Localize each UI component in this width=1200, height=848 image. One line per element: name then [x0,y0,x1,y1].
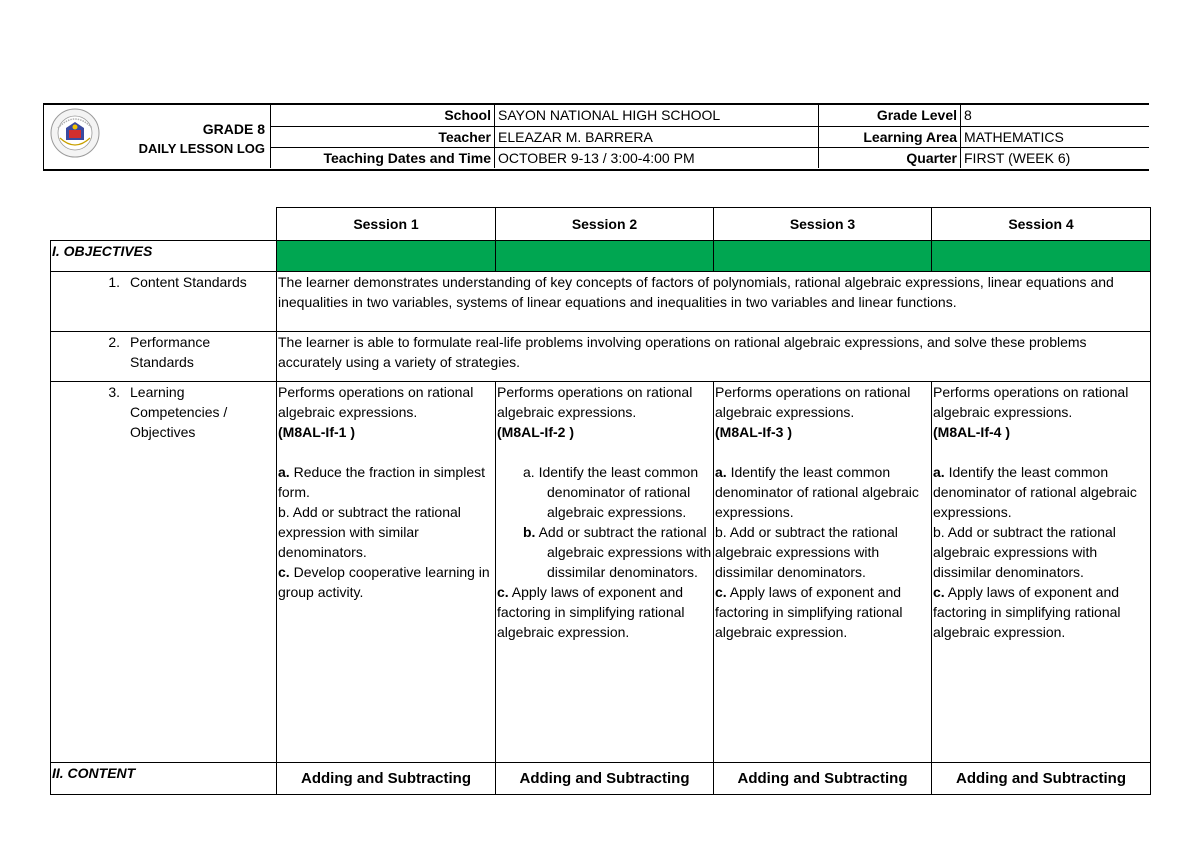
content-standards-label-cell [51,272,277,332]
teacher-value: ELEAZAR M. BARRERA [495,126,819,147]
dates-label: Teaching Dates and Time [271,147,495,168]
competency-session-2 [496,382,714,763]
competency-intro: Performs operations on rational algebraic expressions. [715,384,911,420]
session-3-header: Session 3 [714,208,932,241]
performance-standards-number: 2. [108,334,120,350]
content-standards-row [51,272,1151,332]
quarter-label: Quarter [819,147,961,168]
content-standards-label: Content Standards [130,274,247,290]
quarter-value: FIRST (WEEK 6) [961,147,1149,168]
grade-level-value: 8 [961,105,1149,126]
content-session-2: Adding and Subtracting [496,763,714,795]
lesson-table [50,207,1151,795]
competency-session-4 [932,382,1151,763]
objective-a: a. Identify the least common denominator of rational algebraic expressions. [715,464,919,520]
objectives-row [51,241,1151,272]
header-row-school [271,105,1149,126]
objective-b-marker: b. [933,524,945,540]
objective-c-marker: c. [497,584,509,600]
content-session-1: Adding and Subtracting [277,763,496,795]
session-1-header: Session 1 [277,208,496,241]
objective-a: a. Identify the least common denominator of rational algebraic expressions. [933,464,1137,520]
objectives-fill-1 [277,241,496,272]
content-row [51,763,1151,795]
performance-standards-text: The learner is able to formulate real-life problems involving operations on rational algebraic expressions, and solve these problems accurately using a variety of strategies. [277,332,1151,382]
corner-cell [51,208,277,241]
competency-code: (M8AL-If-4 ) [933,424,1010,440]
competency-intro: Performs operations on rational algebraic expressions. [497,384,693,420]
objective-a: a. Identify the least common denominator of rational algebraic expressions. [523,464,699,520]
content-session-4: Adding and Subtracting [932,763,1151,795]
objective-a-marker: a. [933,464,945,480]
teacher-label: Teacher [271,126,495,147]
objective-c: c. Apply laws of exponent and factoring in simplifying rational algebraic expression. [715,584,903,640]
school-label: School [271,105,495,126]
objective-c-marker: c. [278,564,290,580]
competency-code: (M8AL-If-3 ) [715,424,792,440]
competency-code: (M8AL-If-2 ) [497,424,574,440]
objective-b-marker: b. [715,524,727,540]
dates-value: OCTOBER 9-13 / 3:00-4:00 PM [495,147,819,168]
objective-b: b. Add or subtract the rational expression with similar denominators. [278,504,461,560]
session-2-header: Session 2 [496,208,714,241]
objective-a-marker: a. [278,464,290,480]
objective-a-marker: a. [523,464,535,480]
objective-c: c. Apply laws of exponent and factoring in simplifying rational algebraic expression. [933,584,1121,640]
objectives-fill-3 [714,241,932,272]
objectives-fill-4 [932,241,1151,272]
competency-intro: Performs operations on rational algebraic expressions. [933,384,1129,420]
objective-b: b. Add or subtract the rational algebraic expressions with dissimilar denominators. [523,524,712,580]
performance-standards-label: Performance Standards [130,334,211,370]
header-row-teacher [271,126,1149,147]
header-info-table [270,105,1149,168]
learning-area-label: Learning Area [819,126,961,147]
competency-intro: Performs operations on rational algebraic expressions. [278,384,474,420]
deped-seal-icon [50,108,100,158]
objective-c: c. Develop cooperative learning in group activity. [278,564,490,600]
learning-competencies-label: Learning Competencies / Objectives [130,384,228,440]
performance-standards-label-cell [51,332,277,382]
learning-competencies-number: 3. [108,384,120,400]
objective-a: a. Reduce the fraction in simplest form. [278,464,486,500]
competency-code: (M8AL-If-1 ) [278,424,355,440]
learning-area-value: MATHEMATICS [961,126,1149,147]
performance-standards-row [51,332,1151,382]
grade-level-label: Grade Level [819,105,961,126]
content-standards-text: The learner demonstrates understanding of key concepts of factors of polynomials, rational algebraic expressions, linear equations and inequalities in two variables, systems of linear equations and inequalities in two variables and linear functions. [277,272,1151,332]
objective-b: b. Add or subtract the rational algebraic expressions with dissimilar denominators. [715,524,898,580]
competency-session-3 [714,382,932,763]
grade-title: GRADE 8 [202,121,265,137]
objectives-fill-2 [496,241,714,272]
school-value: SAYON NATIONAL HIGH SCHOOL [495,105,819,126]
session-header-row [51,208,1151,241]
content-standards-number: 1. [108,274,120,290]
objective-b-marker: b. [523,524,536,540]
learning-competencies-label-cell [51,382,277,763]
competency-session-1 [277,382,496,763]
session-4-header: Session 4 [932,208,1151,241]
objective-c-marker: c. [933,584,945,600]
objective-c: c. Apply laws of exponent and factoring in simplifying rational algebraic expression. [497,584,685,640]
log-title: DAILY LESSON LOG [138,141,265,156]
objectives-heading: I. OBJECTIVES [51,241,277,272]
objective-b-marker: b. [278,504,290,520]
content-heading: II. CONTENT [51,763,277,795]
content-session-3: Adding and Subtracting [714,763,932,795]
objective-a-marker: a. [715,464,727,480]
objective-c-marker: c. [715,584,727,600]
learning-competencies-row [51,382,1151,763]
header-row-dates [271,147,1149,168]
objective-b: b. Add or subtract the rational algebraic expressions with dissimilar denominators. [933,524,1116,580]
